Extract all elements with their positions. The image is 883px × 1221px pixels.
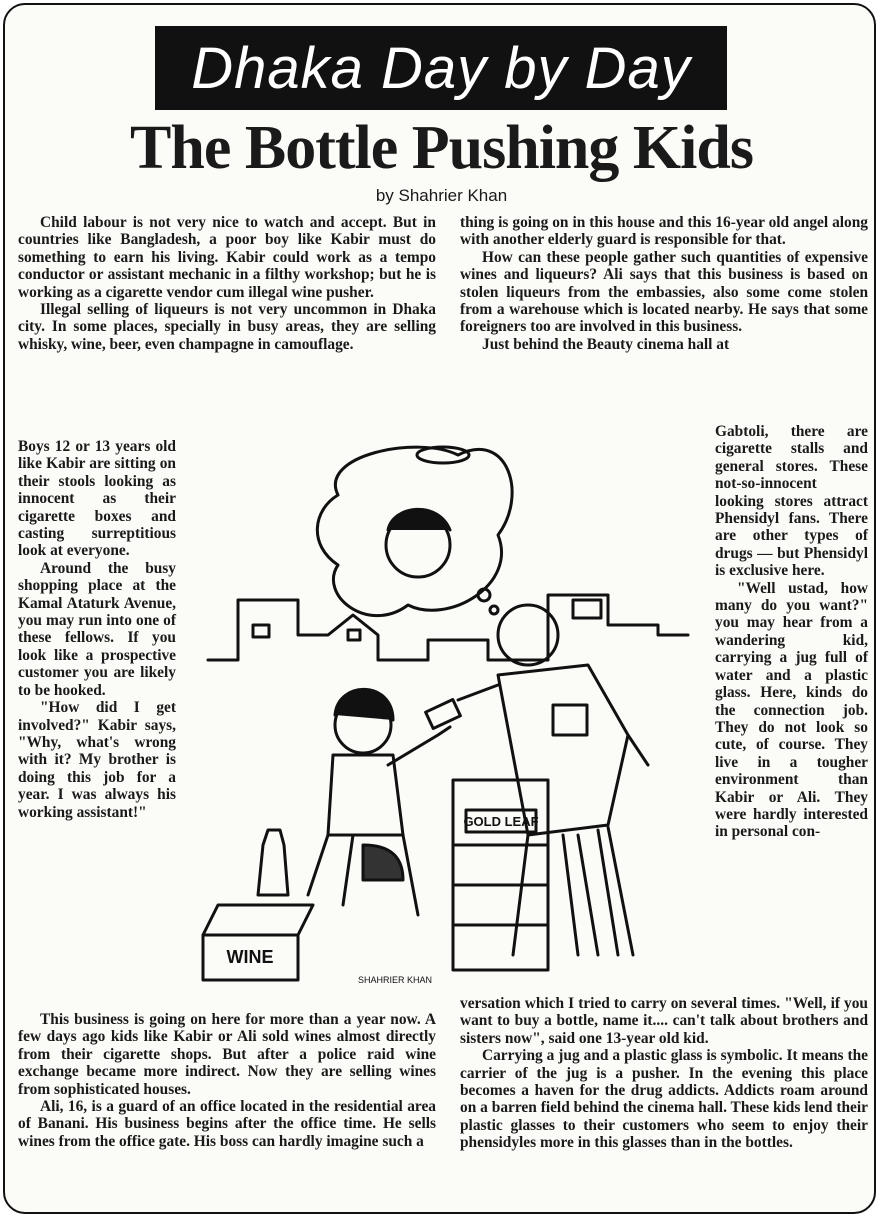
artist-signature: SHAHRIER KHAN [358,975,433,985]
paragraph: versation which I tried to carry on several times. "Well, if you want to buy a bottle, name it.... can't talk about brothers and sisters now", said one 13-year old kid. [460,995,868,1047]
byline: by Shahrier Khan [375,186,508,205]
left-column-text [18,438,176,821]
boy-shirt [328,755,403,835]
paragraph: "How did I get involved?" Kabir says, "Why, what's wrong with it? My brother is doing this job for a year. I was always his working assistant!" [18,699,176,821]
right-column-text [715,423,868,841]
bottle-icon [258,830,288,895]
paragraph: How can these people gather such quantities of expensive wines and liqueurs? Ali says that this business is based on stolen liqueurs from the embassies, also some come stolen from a warehouse which is located nearby. He says that some foreigners too are involved in this business. [460,248,868,336]
thought-dot [490,606,498,614]
stall-label: GOLD LEAF [463,814,539,829]
paragraph: Ali, 16, is a guard of an office located in the residential area of Banani. His business begins after the office time. He sells wines from the office gate. His boss can hardly imagine such a [18,1098,436,1150]
paragraph: thing is going on in this house and this 16-year old angel along with another elderly guard is responsible for that. [460,214,868,249]
paragraph: Around the busy shopping place at the Kamal Ataturk Avenue, you may run into one of these fellows. If you look like a prospective customer you are likely to be hooked. [18,559,176,699]
cigarette-pack-icon [426,700,461,729]
paragraph: "Well ustad, how many do you want?" you may hear from a wandering kid, carrying a jug full of water and a plastic glass. Here, kinds do the connection job. They do not look so cute, of course. They live in a tougher environment than Kabir or Ali. They were hardly interested in personal con- [715,579,868,841]
paragraph: Carrying a jug and a plastic glass is symbolic. It means the carrier of the jug is a pusher. In the evening this place becomes a haven for the drug addicts. Addicts roam around on a barren field behind the cinema hall. These kids lend their plastic glasses to their customers who seem to enjoy their phensidyles more in this glasses than in the bottles. [460,1047,868,1152]
paragraph: Gabtoli, there are cigarette stalls and general stores. These not-so-innocent looking stores attract Phensidyl fans. There are other types of drugs — but Phensidyl is exclusive here. [715,423,868,580]
paragraph: Just behind the Beauty cinema hall at [482,335,730,353]
skyline [208,595,688,660]
bottom-left-text [18,1011,436,1150]
crate-label: WINE [226,947,274,967]
intro-text [18,214,436,353]
cartoon-illustration [188,435,696,990]
section-banner: Dhaka Day by Day [155,26,727,110]
top-right-text [460,214,868,353]
paragraph: Illegal selling of liqueurs is not very uncommon in Dhaka city. In some places, specially in busy areas, they are selling whisky, wine, beer, even champagne in camouflage. [18,301,436,353]
headline: The Bottle Pushing Kids [130,114,753,182]
paragraph: This business is going on here for more than a year now. A few days ago kids like Kabir or Ali sold wines almost directly from their cigarette shops. But after a police raid wine exchange became more indirect. Now they are selling wines from sophisticated houses. [18,1011,436,1098]
bottom-right-text [460,995,868,1152]
wine-crate [203,905,313,935]
paragraph: Boys 12 or 13 years old like Kabir are sitting on their stools looking as innocent as their cigarette boxes and casting surreptitious look at everyone. [18,438,176,560]
paragraph: Child labour is not very nice to watch and accept. But in countries like Bangladesh, a poor boy like Kabir must do something to earn his living. Kabir could work as a tempo conductor or assistant mechanic in a filthy workshop; but he is working as a cigarette vendor cum illegal wine pusher. [18,214,436,301]
